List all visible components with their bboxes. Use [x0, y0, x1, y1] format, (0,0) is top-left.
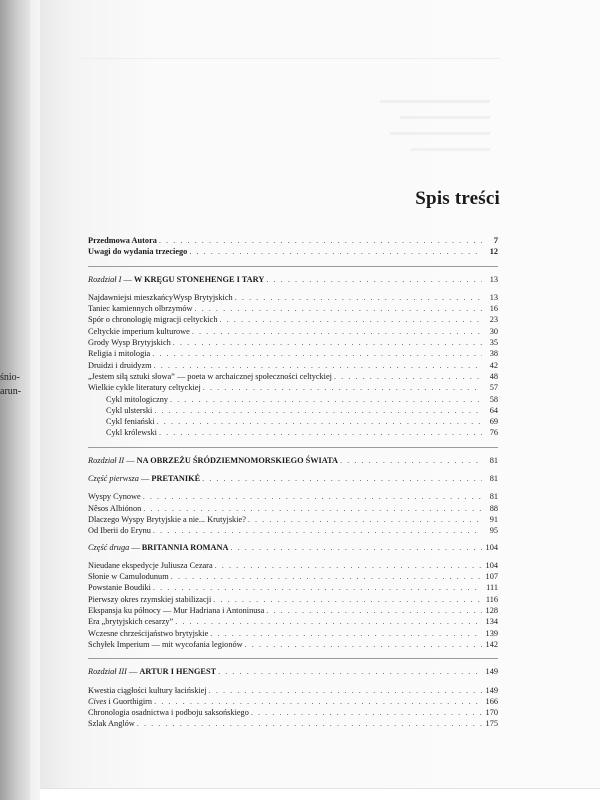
toc-page-number: 104 — [485, 542, 498, 552]
dot-leader — [266, 274, 482, 285]
dot-leader — [189, 246, 482, 257]
dot-leader — [248, 514, 482, 525]
dot-leader — [153, 525, 482, 536]
toc-entry-label: Cives i Guorthigirn — [88, 696, 153, 706]
toc-entry-label: Wyspy Cynowe — [88, 492, 141, 502]
part-prefix: Część pierwsza — [88, 474, 139, 484]
toc-page-number: 149 — [485, 667, 498, 677]
dot-leader — [209, 685, 482, 696]
toc-page-number: 142 — [485, 639, 498, 649]
dot-leader — [334, 371, 482, 382]
toc-entry-label: Religia i mitologia — [88, 349, 151, 359]
toc-page-number: 149 — [485, 685, 498, 695]
toc-entry-label: Rozdział II — NA OBRZEŻU ŚRÓDZIEMNOMORSKIEGO ŚWIATA — [88, 455, 339, 465]
left-page-edge — [0, 0, 30, 800]
dot-leader — [203, 382, 482, 393]
chapter-prefix: Rozdział III — [88, 667, 127, 677]
toc-page-number: 16 — [489, 304, 498, 314]
toc-entry-label: Cykl ulsterski — [106, 405, 153, 415]
toc-entry-label: Dlaczego Wyspy Brytyjskie a nie... Krutyjskie? — [88, 514, 246, 524]
toc-entry — [88, 696, 498, 707]
toc-entry-label: Rozdział I — W KRĘGU STONEHENGE I TARY — [88, 274, 265, 284]
dot-leader — [153, 582, 482, 593]
toc-front-entry — [88, 235, 498, 246]
toc-page-number: 170 — [485, 708, 498, 718]
toc-entry-label: Druidzi i druidyzm — [88, 360, 152, 370]
dot-leader — [171, 571, 482, 582]
toc-entry-label: Rozdział III — ARTUR I HENGEST — [88, 667, 217, 677]
toc-front-entry — [88, 246, 498, 257]
toc-entry-label: Chronologia osadnictwa i podboju saksońskiego — [88, 708, 249, 718]
toc-page-number: 139 — [485, 628, 498, 638]
toc-entry-label: Pierwszy okres rzymskiej stabilizacji — [88, 594, 212, 604]
dot-leader — [340, 455, 482, 466]
toc-entry-label: Część druga — BRITANNIA ROMANA — [88, 542, 229, 552]
toc-page-number: 81 — [489, 474, 498, 484]
toc-page-number: 95 — [489, 526, 498, 536]
toc-entry-label: Cykl mitologiczny — [106, 394, 168, 404]
toc-page-number: 111 — [486, 583, 498, 593]
dot-leader — [220, 314, 483, 325]
toc-page-number: 38 — [489, 349, 498, 359]
toc-entry-label: Taniec kamiennych olbrzymów — [88, 304, 193, 314]
toc-entry-label: Słonie w Camulodunum — [88, 572, 169, 582]
toc-subentry — [88, 394, 498, 405]
toc-chapter-heading — [88, 455, 498, 466]
dot-leader — [218, 666, 482, 677]
toc-entry-label: Spór o chronologię migracji celtyckich — [88, 315, 218, 325]
table-of-contents — [88, 235, 498, 730]
toc-page-number: 30 — [489, 326, 498, 336]
toc-entry — [88, 337, 498, 348]
toc-entry — [88, 639, 498, 650]
toc-entry-label: Cykl królewski — [106, 428, 157, 438]
dot-leader — [175, 616, 482, 627]
toc-page-number: 107 — [485, 572, 498, 582]
separator-rule — [88, 447, 498, 448]
toc-entry-label: Cykl feniański — [106, 417, 155, 427]
italic-term: Cives — [88, 696, 107, 706]
toc-subentry — [88, 427, 498, 438]
toc-page-number: 128 — [485, 606, 498, 616]
toc-page-number: 69 — [489, 417, 498, 427]
dot-leader — [143, 503, 482, 514]
chapter-prefix: Rozdział I — [88, 274, 122, 284]
toc-entry — [88, 560, 498, 571]
toc-page-number: 64 — [489, 405, 498, 415]
toc-page-number: 104 — [485, 560, 498, 570]
toc-page-number: 91 — [489, 514, 498, 524]
dot-leader — [266, 605, 482, 616]
dot-leader — [245, 639, 482, 650]
toc-page-number: 58 — [489, 394, 498, 404]
toc-chapter-heading — [88, 666, 498, 677]
toc-entry-label: Najdawniejsi mieszkańcyWysp Brytyjskich — [88, 292, 233, 302]
toc-entry — [88, 582, 498, 593]
toc-entry — [88, 605, 498, 616]
toc-page-number: 81 — [489, 455, 498, 465]
toc-part-heading — [88, 473, 498, 484]
bleed-through-line — [390, 132, 490, 135]
toc-entry — [88, 292, 498, 303]
dot-leader — [143, 491, 482, 502]
toc-entry-label: Część pierwsza — PRETANIKÉ — [88, 474, 201, 484]
toc-entry — [88, 594, 498, 605]
toc-page-number: 35 — [489, 338, 498, 348]
toc-entry-label: Grody Wysp Brytyjskich — [88, 338, 171, 348]
dot-leader — [159, 427, 482, 438]
chapter-title: ARTUR I HENGEST — [139, 667, 217, 677]
dot-leader — [210, 628, 482, 639]
toc-entry-label: Nêsos Albiónon — [88, 503, 142, 513]
toc-subentry — [88, 416, 498, 427]
bleed-through-rule — [80, 58, 500, 59]
separator-rule — [88, 658, 498, 659]
toc-entry-label: Od Iberii do Erynu — [88, 526, 151, 536]
toc-entry-label: Era „brytyjskich cesarzy” — [88, 617, 174, 627]
chapter-title: W KRĘGU STONEHENGE I TARY — [133, 274, 265, 284]
bleed-through-line — [400, 116, 490, 119]
toc-page-number: 23 — [489, 315, 498, 325]
toc-entry-label: Kwestia ciągłości kultury łacińskiej — [88, 685, 207, 695]
toc-entry — [88, 685, 498, 696]
toc-entry — [88, 491, 498, 502]
left-page-fragment-1: śnio- — [0, 372, 20, 383]
toc-entry-label: Celtyckie imperium kulturowe — [88, 326, 190, 336]
dot-leader — [154, 405, 482, 416]
dot-leader — [137, 718, 482, 729]
toc-entry — [88, 326, 498, 337]
toc-page-number: 116 — [485, 594, 498, 604]
toc-page-number: 7 — [493, 236, 498, 245]
dot-leader — [213, 594, 482, 605]
toc-entry — [88, 628, 498, 639]
dot-leader — [152, 348, 482, 359]
toc-page-number: 81 — [489, 492, 498, 502]
toc-entry — [88, 707, 498, 718]
toc-entry — [88, 514, 498, 525]
left-page-fragment-2: arun- — [0, 386, 22, 397]
toc-chapter-heading — [88, 274, 498, 285]
toc-entry-label: Wielkie cykle literatury celtyckiej — [88, 383, 201, 393]
toc-entry-label: Przedmowa Autora — [88, 236, 157, 245]
dot-leader — [230, 542, 482, 553]
toc-entry — [88, 616, 498, 627]
dot-leader — [170, 394, 482, 405]
toc-entry-label: Szlak Anglów — [88, 719, 135, 729]
toc-entry — [88, 525, 498, 536]
dot-leader — [159, 235, 482, 246]
dot-leader — [194, 303, 482, 314]
dot-leader — [154, 696, 482, 707]
toc-entry — [88, 348, 498, 359]
toc-page-number: 12 — [489, 247, 498, 257]
toc-entry — [88, 360, 498, 371]
toc-part-heading — [88, 542, 498, 553]
toc-entry — [88, 371, 498, 382]
bleed-through-line — [410, 148, 490, 151]
toc-entry-label: Nieudane ekspedycje Juliusza Cezara — [88, 560, 213, 570]
toc-page-number: 13 — [489, 274, 498, 284]
toc-entry — [88, 503, 498, 514]
toc-page-number: 88 — [489, 503, 498, 513]
dot-leader — [173, 337, 482, 348]
toc-page-number: 76 — [489, 428, 498, 438]
part-prefix: Część druga — [88, 542, 130, 552]
chapter-prefix: Rozdział II — [88, 455, 125, 465]
dot-leader — [235, 292, 482, 303]
toc-entry-label: Powstanie Boudiki — [88, 583, 151, 593]
toc-entry-label: „Jestem siłą sztuki słowa” — poeta w archaicznej społeczności celtyckiej — [88, 371, 332, 381]
toc-subentry — [88, 405, 498, 416]
toc-page-number: 134 — [485, 617, 498, 627]
toc-entry-label: Ekspansja ku północy — Mur Hadriana i Antoninusa — [88, 606, 265, 616]
dot-leader — [215, 560, 482, 571]
dot-leader — [157, 416, 482, 427]
toc-entry — [88, 314, 498, 325]
chapter-title: NA OBRZEŻU ŚRÓDZIEMNOMORSKIEGO ŚWIATA — [136, 455, 339, 465]
toc-page-number: 57 — [489, 383, 498, 393]
dot-leader — [251, 707, 482, 718]
toc-entry-label: Uwagi do wydania trzeciego — [88, 247, 188, 257]
toc-entry-label: Schyłek Imperium — mit wycofania legionów — [88, 639, 243, 649]
toc-entry — [88, 571, 498, 582]
toc-entry — [88, 382, 498, 393]
toc-page-number: 42 — [489, 360, 498, 370]
toc-page-number: 175 — [485, 719, 498, 729]
toc-entry — [88, 303, 498, 314]
part-title: BRITANNIA ROMANA — [141, 542, 229, 552]
toc-page-number: 166 — [485, 696, 498, 706]
separator-rule — [88, 266, 498, 267]
dot-leader — [202, 473, 482, 484]
toc-page-number: 48 — [489, 371, 498, 381]
dot-leader — [192, 326, 482, 337]
toc-page-number: 13 — [489, 292, 498, 302]
toc-entry-label: Wczesne chrześcijaństwo brytyjskie — [88, 628, 209, 638]
page-title: Spis treści — [415, 188, 500, 209]
toc-entry — [88, 718, 498, 729]
part-title: PRETANIKÉ — [151, 474, 201, 484]
bleed-through-line — [380, 100, 490, 103]
dot-leader — [154, 360, 482, 371]
